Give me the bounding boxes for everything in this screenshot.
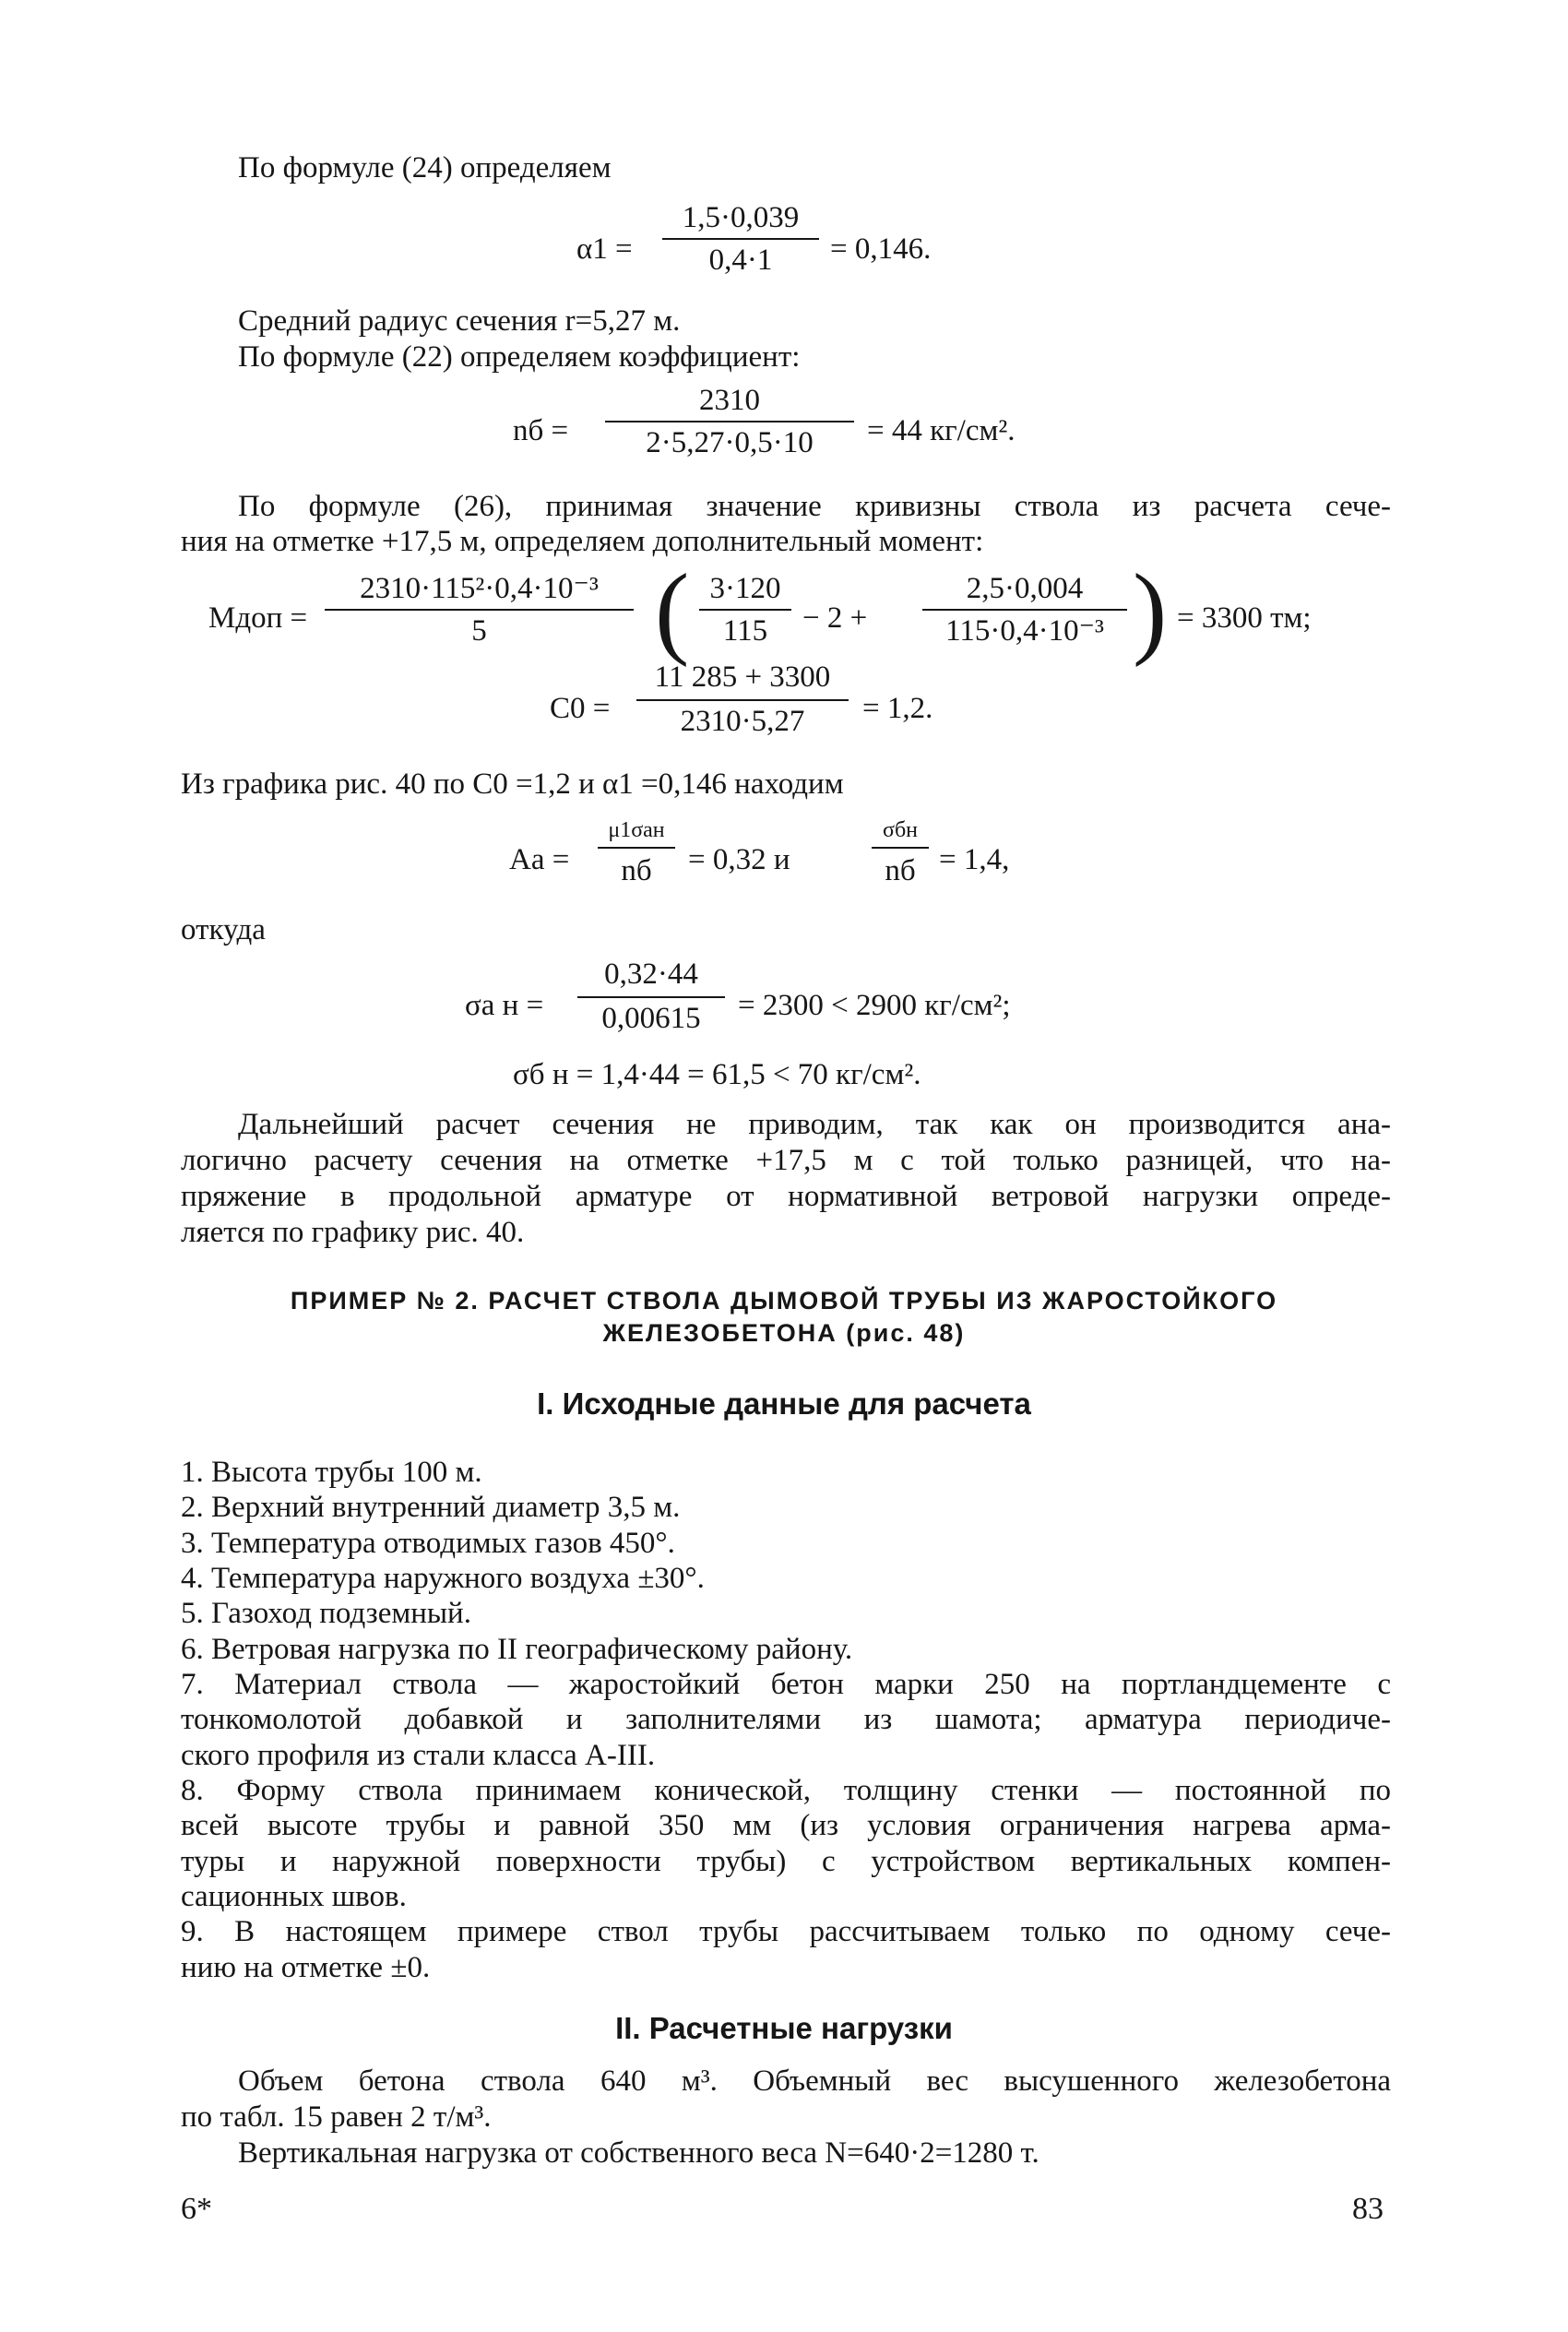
formula-nb-rhs: = 44 кг/см². xyxy=(867,414,1016,447)
formula-a1-rhs: = 0,146. xyxy=(830,232,932,266)
list-item: 8. Форму ствола принимаем конической, толщину стенки — постоянной по xyxy=(181,1774,1391,1807)
list-item-continuation: тонкомолотой добавкой и заполнителями из шамота; арматура периодиче- xyxy=(181,1703,1391,1736)
formula-aa-fraction-1 xyxy=(598,819,675,893)
list-item: 1. Высота трубы 100 м. xyxy=(181,1456,482,1489)
formula-sigma-an-fraction xyxy=(577,959,725,1037)
text-line: Средний радиус сечения r=5,27 м. xyxy=(238,304,681,338)
text-line: Дальнейший расчет сечения не приводим, так как он производится ана- xyxy=(238,1108,1391,1141)
text-line: По формуле (22) определяем коэффициент: xyxy=(238,340,801,374)
text-line: По формуле (24) определяем xyxy=(238,151,612,184)
formula-a1-lhs: α1 = xyxy=(576,232,633,266)
fraction-numerator: 11 285 + 3300 xyxy=(654,660,831,694)
fraction-denominator: 2·5,27·0,5·10 xyxy=(646,426,814,459)
formula-mdop-rhs: = 3300 тм; xyxy=(1177,601,1312,635)
formula-mdop-fraction-3 xyxy=(922,574,1127,648)
formula-sigma-an-lhs: σа н = xyxy=(465,989,544,1022)
fraction-bar xyxy=(636,699,849,701)
formula-c0-fraction xyxy=(636,662,849,740)
list-item: 7. Материал ствола — жаростойкий бетон марки 250 на портландцементе с xyxy=(181,1668,1391,1701)
signature-mark: 6* xyxy=(181,2192,212,2226)
fraction-numerator: 2310·115²·0,4·10⁻³ xyxy=(360,572,599,605)
fraction-bar xyxy=(872,847,929,849)
fraction-denominator: nб xyxy=(885,854,916,887)
section-title: I. Исходные данные для расчета xyxy=(537,1386,1031,1421)
formula-mdop-middle: − 2 + xyxy=(802,601,868,635)
formula-a1-fraction xyxy=(662,203,819,277)
fraction-denominator: 0,4·1 xyxy=(708,244,773,277)
fraction-bar xyxy=(662,238,819,240)
formula-sigma-an-rhs: = 2300 < 2900 кг/см²; xyxy=(738,989,1011,1022)
page-number: 83 xyxy=(1352,2192,1384,2226)
formula-aa-rhs: = 1,4, xyxy=(939,843,1010,876)
list-item: 6. Ветровая нагрузка по II географическому району. xyxy=(181,1633,853,1666)
fraction-denominator: nб xyxy=(621,854,652,887)
formula-aa-lhs: Aа = xyxy=(509,843,570,876)
formula-nb-lhs: nб = xyxy=(513,414,569,447)
list-item-continuation: нию на отметке ±0. xyxy=(181,1951,431,1984)
fraction-numerator: μ1σан xyxy=(608,818,665,842)
text-line: по табл. 15 равен 2 т/м³. xyxy=(181,2100,492,2134)
fraction-numerator: 1,5·0,039 xyxy=(682,201,800,234)
text-line: Объем бетона ствола 640 м³. Объемный вес высушенного железобетона xyxy=(238,2064,1391,2098)
left-parenthesis: ( xyxy=(655,553,690,668)
text-line: По формуле (26), принимая значение кривизны ствола из расчета сече- xyxy=(238,490,1391,523)
list-item-continuation: ского профиля из стали класса А-III. xyxy=(181,1739,656,1772)
fraction-bar xyxy=(325,609,634,611)
list-item-continuation: туры и наружной поверхности трубы) с устройством вертикальных компен- xyxy=(181,1845,1391,1878)
fraction-numerator: 3·120 xyxy=(709,572,781,605)
fraction-numerator: 2310 xyxy=(699,384,760,417)
text-line: откуда xyxy=(181,913,266,946)
fraction-bar xyxy=(699,609,791,611)
list-item-continuation: сационных швов. xyxy=(181,1880,407,1913)
list-item: 2. Верхний внутренний диаметр 3,5 м. xyxy=(181,1491,681,1524)
fraction-bar xyxy=(922,609,1127,611)
text-line: пряжение в продольной арматуре от нормативной ветровой нагрузки опреде- xyxy=(181,1180,1391,1213)
formula-aa-middle: = 0,32 и xyxy=(688,843,790,876)
list-item-continuation: всей высоте трубы и равной 350 мм (из условия ограничения нагрева арма- xyxy=(181,1809,1391,1842)
list-item: 3. Температура отводимых газов 450°. xyxy=(181,1527,675,1560)
fraction-numerator: σбн xyxy=(883,818,918,842)
formula-c0-lhs: C0 = xyxy=(550,692,611,725)
example-heading: ПРИМЕР № 2. РАСЧЕТ СТВОЛА ДЫМОВОЙ ТРУБЫ ИЗ ЖАРОСТОЙКОГО xyxy=(290,1287,1278,1315)
text-line: ляется по графику рис. 40. xyxy=(181,1216,525,1249)
formula-mdop-fraction-1 xyxy=(325,574,634,648)
text-line: ния на отметке +17,5 м, определяем дополнительный момент: xyxy=(181,525,984,558)
example-heading: ЖЕЛЕЗОБЕТОНА (рис. 48) xyxy=(602,1319,966,1347)
formula-aa-fraction-2 xyxy=(872,819,929,893)
formula-mdop-fraction-2 xyxy=(699,574,791,648)
fraction-numerator: 0,32·44 xyxy=(604,958,698,991)
formula-sigma-bn: σб н = 1,4·44 = 61,5 < 70 кг/см². xyxy=(513,1058,921,1091)
formula-mdop-lhs: Mдоп = xyxy=(208,601,308,635)
fraction-bar xyxy=(605,421,854,422)
fraction-numerator: 2,5·0,004 xyxy=(966,572,1084,605)
formula-c0-rhs: = 1,2. xyxy=(862,692,933,725)
fraction-bar xyxy=(577,996,725,998)
formula-nb-fraction xyxy=(605,386,854,459)
fraction-bar xyxy=(598,847,675,849)
list-item: 4. Температура наружного воздуха ±30°. xyxy=(181,1562,705,1595)
text-line: Из графика рис. 40 по C0 =1,2 и α1 =0,146 находим xyxy=(181,767,844,801)
section-title: II. Расчетные нагрузки xyxy=(615,2011,953,2045)
fraction-denominator: 2310·5,27 xyxy=(680,705,805,738)
fraction-denominator: 0,00615 xyxy=(601,1002,701,1035)
fraction-denominator: 115 xyxy=(722,614,768,648)
text-line: Вертикальная нагрузка от собственного веса N=640·2=1280 т. xyxy=(238,2136,1039,2170)
right-parenthesis: ) xyxy=(1133,553,1168,668)
text-line: логично расчету сечения на отметке +17,5 м с той только разницей, что на- xyxy=(181,1144,1391,1177)
list-item: 9. В настоящем примере ствол трубы рассчитываем только по одному сече- xyxy=(181,1915,1391,1948)
list-item: 5. Газоход подземный. xyxy=(181,1597,471,1630)
fraction-denominator: 5 xyxy=(471,614,487,648)
fraction-denominator: 115·0,4·10⁻³ xyxy=(945,614,1104,648)
